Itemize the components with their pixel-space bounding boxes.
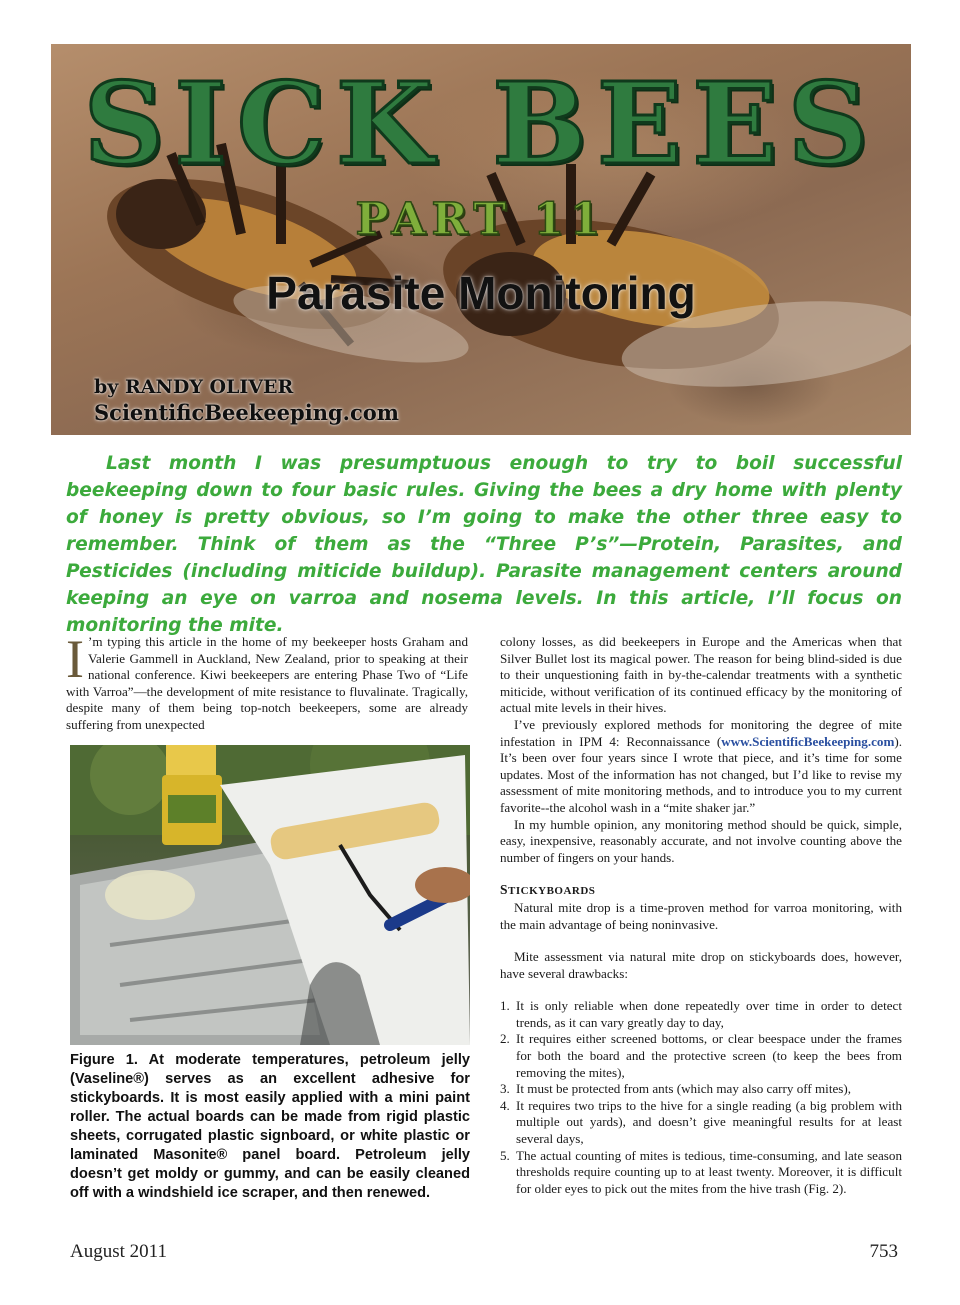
list-item: 3. It must be protected from ants (which may also carry off mites),: [500, 1081, 852, 1097]
author-name: by RANDY OLIVER: [94, 376, 294, 398]
page-number: 753: [869, 1241, 898, 1262]
figure-1-caption: Figure 1. At moderate temperatures, petroleum jelly (Vaseline®) serves as an excellent adhesive for stickyboards. It is most easily applied with a mini paint roller. The actual boards can be made from rigid plastic sheets, corrugated plastic signboard, or white plastic or laminated Masonite® panel board. Petroleum jelly doesn’t get moldy or gummy, and can be easily cleaned off with a windshield ice scraper, and then renewed.: [70, 1052, 470, 1201]
body-paragraph-1: I ’m typing this article in the home of my beekeeper hosts Graham and Valerie Gammell in Auckland, New Zealand, prior to speaking at their national conference. Kiwi beekeepers are entering Phase Two of “Life with Varroa”—the development of mite resistance to fluvalinate. Tragically, despite many of them being top-notch beekeepers, some are already suffering from unexpected: [66, 629, 468, 732]
body-paragraph-3: In my humble opinion, any monitoring method should be quick, simple, easy, inexpensive, reasonably accurate, and not involve counting above the number of fingers on your hands.: [500, 816, 902, 865]
author-website: ScientificBeekeeping.com: [94, 400, 399, 425]
drawbacks-list: [500, 998, 902, 1197]
article-title: SICK BEES: [83, 59, 879, 190]
article-subtitle: Parasite Monitoring: [266, 267, 696, 319]
body-paragraph-2: I’ve previously explored methods for monitoring the degree of mite infestation in IPM 4: Reconnaissance (www.ScientificBeekeeping.com). It’s been over four years since I wrote that piece, and it’s time for some updates. Most of the information has not changed, but I’d like to revise my assessment of mite monitoring methods, and to introduce you to my current favorite--the alcohol wash in a “mite shaker jar.”: [500, 716, 902, 815]
section-heading-stickyboards: STICKYBOARDS: [500, 882, 596, 898]
list-item: 4. It requires two trips to the hive for a single reading (a big problem with multiple out yards), and doesn’t give meaningful results for at least several days,: [500, 1097, 902, 1147]
figure-1-photo: [70, 745, 470, 1045]
header-banner: [51, 44, 911, 435]
body-paragraph-4: Natural mite drop is a time-proven method for varroa monitoring, with the main advantage of being noninvasive.: [500, 899, 902, 932]
right-column: [500, 634, 902, 1197]
body-paragraph-1-continued: colony losses, as did beekeepers in Europe and the Americas when that Silver Bullet lost its magical power. The reason for being blind-sided is due to their unquestioning faith in by-the-calendar treatments with a synthetic miticide, without verification of its continued efficacy by the monitoring of actual mite levels in their hives.: [500, 634, 902, 716]
drop-cap: I: [66, 629, 84, 689]
left-column: [66, 629, 468, 734]
website-link[interactable]: www.ScientificBeekeeping.com: [721, 733, 895, 749]
article-part: PART 11: [355, 194, 607, 245]
paint-tray-illustration: [70, 745, 470, 1045]
byline: [94, 374, 399, 426]
footer-date: August 2011: [70, 1241, 167, 1262]
list-item: 2. It requires either screened bottoms, or clear beespace under the frames for both the board and the protective screen (to keep the bees from removing the mites),: [500, 1031, 902, 1080]
list-item: 1. It is only reliable when done repeatedly over time in order to detect trends, as it can vary greatly day to day,: [500, 998, 902, 1030]
body-paragraph-5: Mite assessment via natural mite drop on stickyboards does, however, have several drawbacks:: [500, 949, 902, 981]
lead-paragraph: Last month I was presumptuous enough to try to boil successful beekeeping down to four basic rules. Giving the bees a dry home with plenty of honey is pretty obvious, so I’m going to make the other three easy to remember. Think of them as the “Three P’s”—Protein, Parasites, and Pesticides (including miticide buildup). Parasite management centers around keeping an eye on varroa and nosema levels. In this article, I’ll focus on monitoring the mite.: [66, 453, 902, 636]
list-item: 5. The actual counting of mites is tedious, time-consuming, and late season thresholds require counting up to at least twenty. Moreover, it is difficult for older eyes to pick out the mites from the hive trash (Fig. 2).: [500, 1147, 902, 1196]
